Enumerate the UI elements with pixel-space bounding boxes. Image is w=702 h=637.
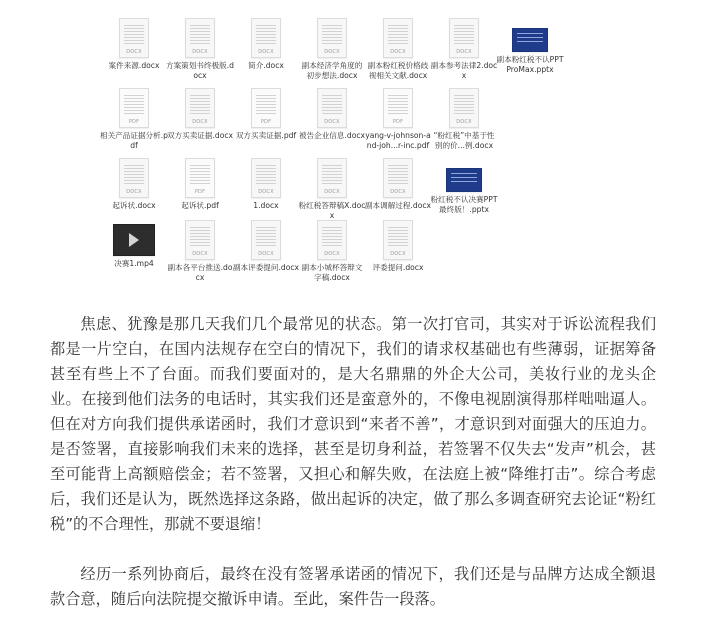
docx-file-icon: DOCX: [119, 18, 149, 58]
file-name: 被告企业信息.docx: [298, 131, 366, 140]
file-name: 相关产品证据分析.pdf: [100, 131, 168, 150]
docx-file-icon: DOCX: [383, 220, 413, 260]
pptx-file-icon: [512, 28, 548, 52]
file-item[interactable]: [232, 18, 300, 71]
pdf-file-icon: PDF: [383, 88, 413, 128]
file-item[interactable]: [430, 88, 498, 151]
file-name: 副本小城杯答辩文字稿.docx: [301, 263, 363, 282]
file-item[interactable]: [166, 158, 234, 211]
file-name: 评委提问.docx: [372, 263, 424, 272]
file-item[interactable]: [298, 88, 366, 141]
docx-file-icon: DOCX: [449, 88, 479, 128]
docx-file-icon: DOCX: [317, 18, 347, 58]
video-file-icon: [113, 224, 155, 256]
docx-file-icon: DOCX: [317, 158, 347, 198]
file-item[interactable]: [100, 220, 168, 269]
pptx-file-icon: [446, 168, 482, 192]
file-name: 副本参考法律2.docx: [430, 61, 498, 80]
file-item[interactable]: [166, 18, 234, 81]
file-name: 案件来源.docx: [108, 61, 160, 70]
file-name: 双方买卖证据.docx: [166, 131, 234, 140]
pdf-file-icon: PDF: [251, 88, 281, 128]
docx-file-icon: DOCX: [317, 88, 347, 128]
file-item[interactable]: [298, 220, 366, 283]
paragraph: 焦虑、犹豫是那几天我们几个最常见的状态。第一次打官司，其实对于诉讼流程我们都是一片空白，在国内法规存在空白的情况下，我们的请求权基础也有些薄弱，证据筹备甚至有些上不了台面。而我们要面对的，是大名鼎鼎的外企大公司，美妆行业的龙头企业。在接到他们法务的电话时，其实我们还是蛮意外的，不像电视剧演得那样咄咄逼人。但在对方向我们提供承诺函时，我们才意识到“来者不善”，才意识到对面强大的压迫力。是否签署，直接影响我们未来的选择，甚至是切身利益，若签署不仅失去“发声”机会，甚至可能背上高额赔偿金；若不签署，又担心和解失败，在法庭上被“降维打击”。综合考虑后，我们还是认为，既然选择这条路，做出起诉的决定，做了那么多调查研究去论证“粉红税”的不合理性，那就不要退缩！: [50, 315, 656, 533]
article-body: [50, 312, 656, 637]
file-name: 副本各平台推送.docx: [167, 263, 233, 282]
file-name: 双方买卖证据.pdf: [235, 131, 297, 140]
file-name: 粉红税答辩稿X.docx: [298, 201, 366, 220]
file-item[interactable]: [496, 18, 564, 75]
docx-file-icon: DOCX: [383, 18, 413, 58]
docx-file-icon: DOCX: [317, 220, 347, 260]
docx-file-icon: DOCX: [251, 220, 281, 260]
file-item[interactable]: [364, 158, 432, 211]
file-name: 副本粉红税不认PPT ProMax.pptx: [496, 55, 564, 74]
file-item[interactable]: [166, 220, 234, 283]
file-name: 简介.docx: [248, 61, 284, 70]
file-item[interactable]: [100, 88, 168, 151]
pdf-file-icon: PDF: [185, 158, 215, 198]
pdf-file-icon: PDF: [119, 88, 149, 128]
file-item[interactable]: [100, 158, 168, 211]
file-name: 副本经济学角度的初步想法.docx: [301, 61, 363, 80]
docx-file-icon: DOCX: [383, 158, 413, 198]
file-item[interactable]: [232, 220, 300, 273]
docx-file-icon: DOCX: [119, 158, 149, 198]
file-item[interactable]: [364, 220, 432, 273]
file-name: 决赛1.mp4: [114, 259, 154, 268]
file-name: 副本粉红税价格歧视相关文献.docx: [367, 61, 429, 80]
file-item[interactable]: [298, 158, 366, 221]
file-name: 1.docx: [253, 201, 279, 210]
file-item[interactable]: [364, 88, 432, 151]
file-item[interactable]: [430, 158, 498, 215]
docx-file-icon: DOCX: [185, 88, 215, 128]
docx-file-icon: DOCX: [185, 220, 215, 260]
file-name: 副本调解过程.docx: [364, 201, 432, 210]
file-item[interactable]: [100, 18, 168, 71]
file-item[interactable]: [232, 88, 300, 141]
docx-file-icon: DOCX: [251, 158, 281, 198]
file-item[interactable]: [364, 18, 432, 81]
file-name: 副本评委提问.docx: [232, 263, 300, 272]
docx-file-icon: DOCX: [449, 18, 479, 58]
paragraph: 经历一系列协商后，最终在没有签署承诺函的情况下，我们还是与品牌方达成全额退款合意，随后向法院提交撤诉申请。至此，案件告一段落。: [50, 565, 656, 608]
file-item[interactable]: [430, 18, 498, 81]
file-name: yang-v-johnson-and-joh...r-inc.pdf: [365, 131, 431, 150]
file-name: 方案策划书终极版.docx: [166, 61, 234, 80]
file-name: 起诉状.docx: [112, 201, 156, 210]
file-item[interactable]: [298, 18, 366, 81]
file-grid: [100, 10, 570, 290]
docx-file-icon: DOCX: [251, 18, 281, 58]
docx-file-icon: DOCX: [185, 18, 215, 58]
file-name: 粉红税不认决赛PPT最终版！.pptx: [430, 195, 498, 214]
play-icon: [129, 233, 139, 247]
file-item[interactable]: [232, 158, 300, 211]
file-name: “粉红税”中基于性别的价...例.docx: [433, 131, 495, 150]
file-item[interactable]: [166, 88, 234, 141]
file-name: 起诉状.pdf: [181, 201, 219, 210]
